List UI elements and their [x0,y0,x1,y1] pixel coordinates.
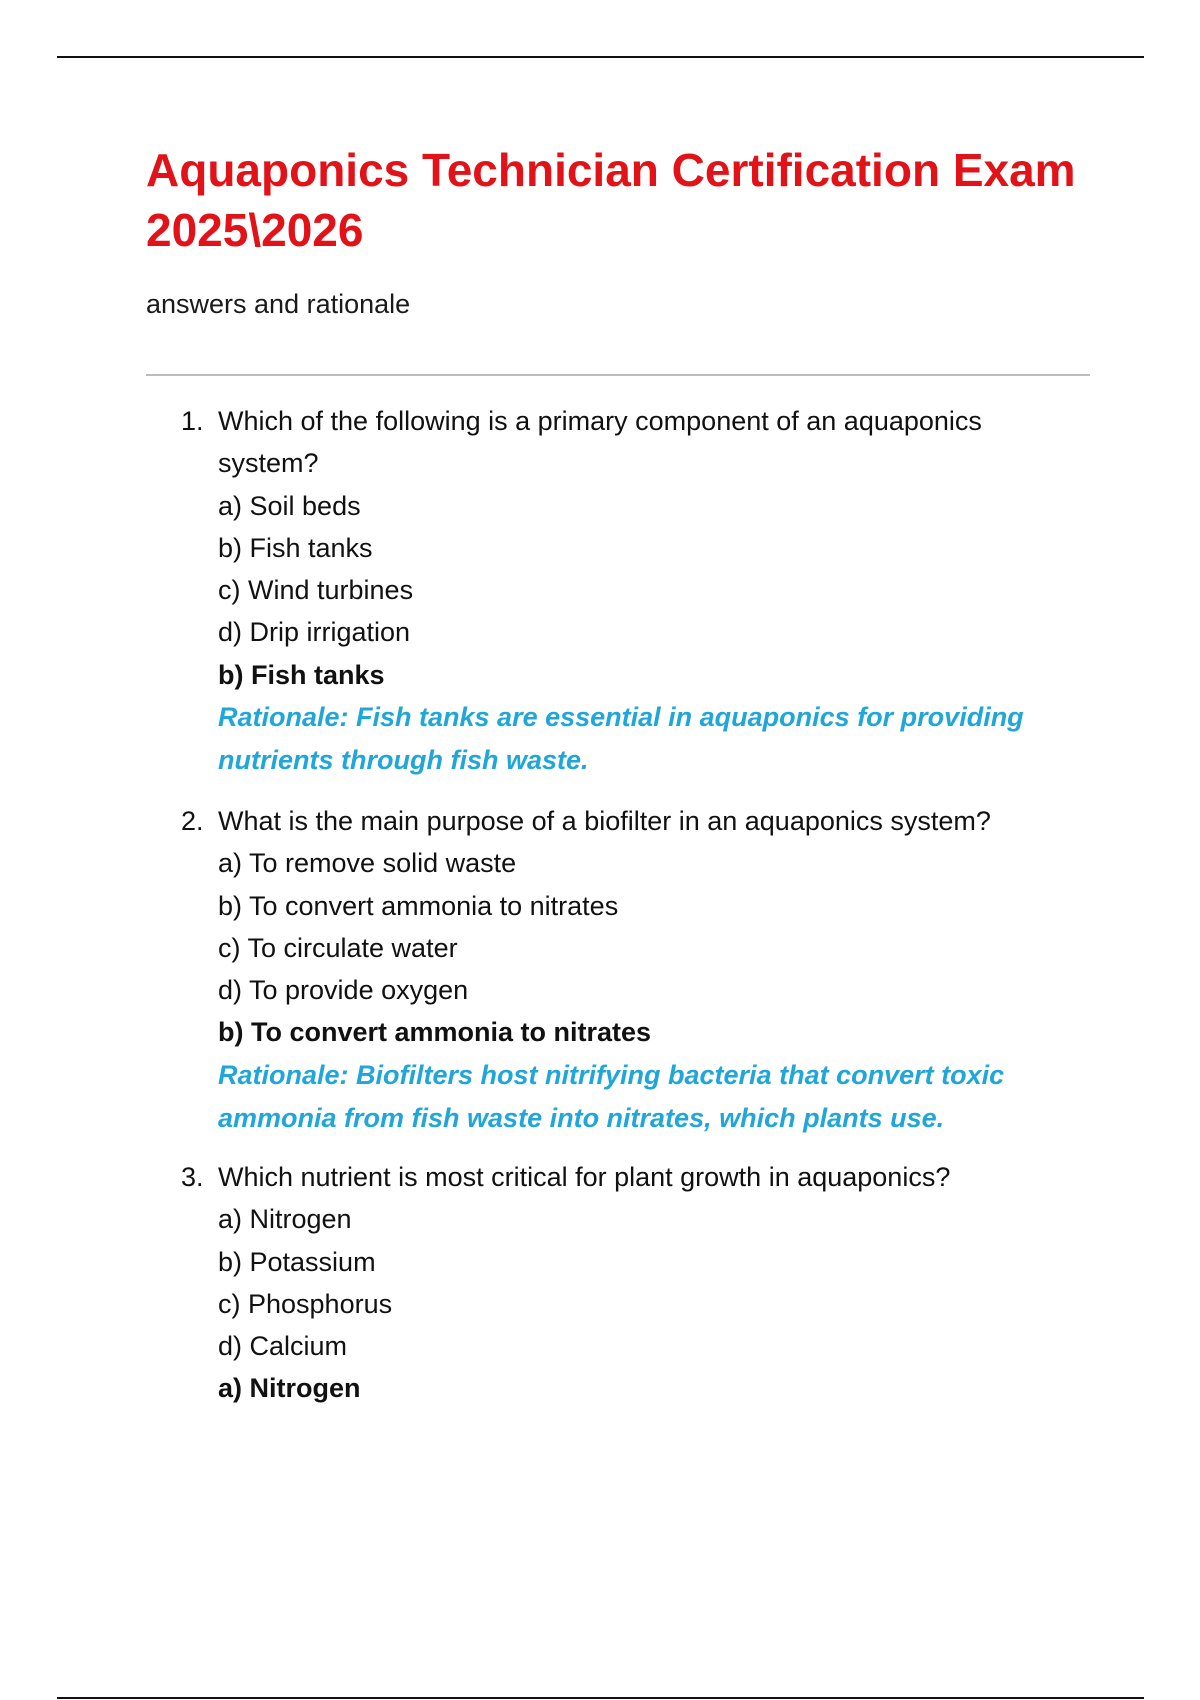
option-a: a) Soil beds [218,490,361,521]
option-c: c) Wind turbines [218,575,414,606]
option-b: b) To convert ammonia to nitrates [218,890,619,921]
document-title: Aquaponics Technician Certification Exam 2025\2026 [146,144,1076,256]
correct-answer: b) To convert ammonia to nitrates [218,1017,652,1048]
question-number: 3. [181,1162,204,1192]
option-d: d) To provide oxygen [218,975,469,1006]
option-a: a) Nitrogen [218,1204,352,1235]
question-2 [181,800,1081,1140]
question-text: Which of the following is a primary component of an aquaponics system? [218,406,982,479]
option-d: d) Calcium [218,1331,348,1362]
question-text: What is the main purpose of a biofilter in an aquaponics system? [218,806,991,836]
question-number: 2. [181,806,204,836]
correct-answer: b) Fish tanks [218,659,385,690]
rationale: Rationale: Biofilters host nitrifying bacteria that convert toxic ammonia from fish waste into nitrates, which plants use. [218,1059,1005,1133]
option-b: b) Potassium [218,1246,376,1277]
correct-answer: a) Nitrogen [218,1373,361,1404]
document-subtitle: answers and rationale [146,289,411,319]
rationale: Rationale: Fish tanks are essential in aquaponics for providing nutrients through fish waste. [218,702,1024,776]
option-d: d) Drip irrigation [218,617,411,648]
section-divider [146,374,1090,376]
option-b: b) Fish tanks [218,532,373,563]
option-c: c) To circulate water [218,932,458,963]
option-c: c) Phosphorus [218,1288,393,1319]
option-a: a) To remove solid waste [218,848,517,879]
question-3 [181,1156,1081,1410]
question-1 [181,400,1081,782]
page-bottom-rule [57,1697,1144,1699]
question-text: Which nutrient is most critical for plant growth in aquaponics? [218,1162,951,1192]
page-top-rule [57,56,1144,58]
question-number: 1. [181,406,204,436]
